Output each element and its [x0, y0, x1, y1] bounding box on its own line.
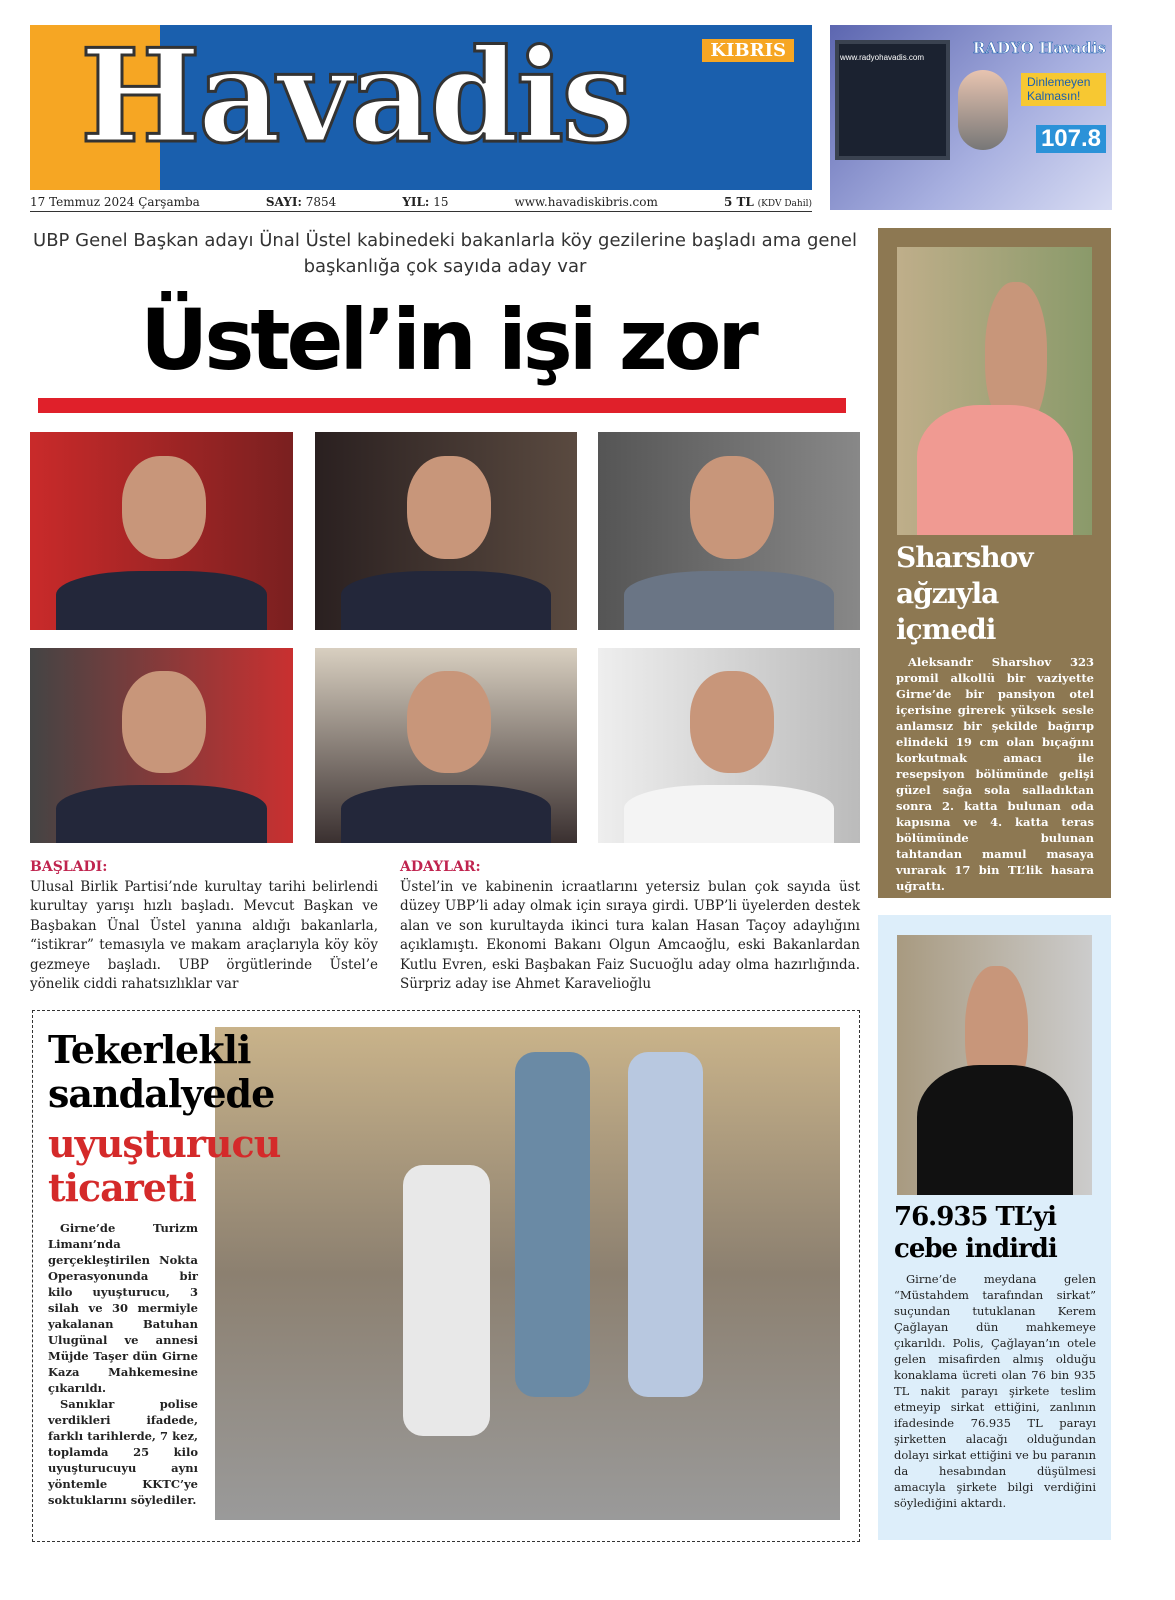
candidate-photo [598, 432, 860, 630]
radio-ad[interactable] [830, 25, 1112, 210]
ad-brand: RADYO Havadis [972, 39, 1106, 57]
caption-basladi [30, 858, 378, 995]
sidebar-headline: 76.935 TL’yi cebe indirdi [894, 1202, 1057, 1264]
story2-headline-red: uyuşturucu ticareti [48, 1121, 281, 1210]
sidebar-story-caglayan [878, 915, 1111, 1540]
caption-text: Üstel’in ve kabinenin icraatlarını yetersiz bulan çok sayıda üst düzey UBP’li aday olmak için sıraya girdi. UBP’li üyelerden destek alan ve son kurultayda ikinci tura kalan Hasan Taçoy adaylığını açıklamıştı. Ekonomi Bakanı Olgun Amcaoğlu, eski Bakanlardan Kutlu Evren, eski Başbakan Faiz Sucuoğlu aday olma hazırlığında. Sürpriz aday ise Ahmet Karavelioğlu [400, 878, 860, 992]
year-value: 15 [433, 194, 449, 209]
paragraph: Sanıklar polise verdikleri ifadede, farklı tarihlerde, 7 kez, toplamda 25 kilo uyuşturucuyu aynı yöntemle KKTC’ye soktuklarını söylediler. [48, 1397, 198, 1507]
headline-underline [38, 398, 846, 413]
sidebar-headline: Sharshov ağzıyla içmedi [896, 541, 1033, 646]
sidebar-text: Girne’de meydana gelen “Müstahdem tarafından sirkat” suçundan tutuklanan Kerem Çağlayan dün mahkemeye çıkarıldı. Polis, Çağlayan’ın otele gelen misafirden almış olduğu konaklama ücreti olan 76 bin 935 TL nakit parayı şirkete teslim etmeyip sirkat ettiğini, zanlının ifadesinde 76.935 TL parayı şirketten alacağı olduğundan dolayı sirkat ettiğini ve bu paranın da hesabından düşülmesi amacıyla şirkete bilgi verdiğini söylediğini aktardı. [894, 1272, 1096, 1510]
candidate-photo [315, 648, 577, 843]
issue-number [266, 195, 336, 209]
candidate-photo [30, 648, 293, 843]
subheadline: UBP Genel Başkan adayı Ünal Üstel kabinedeki bakanlarla köy gezilerine başladı ama genel başkanlığa çok sayıda aday var [33, 230, 857, 277]
story2-body [48, 1220, 198, 1508]
ad-frequency: 107.8 [1036, 125, 1106, 153]
ad-url: www.radyohavadis.com [840, 53, 925, 62]
microphone-icon [958, 70, 1008, 150]
issue-date: 17 Temmuz 2024 Çarşamba [30, 194, 200, 209]
issue-value: 7854 [305, 194, 337, 209]
caption-label: ADAYLAR: [400, 859, 481, 875]
caption-adaylar [400, 858, 860, 995]
caglayan-photo [897, 935, 1092, 1195]
candidate-photo [598, 648, 860, 843]
issue-year [402, 195, 448, 209]
sidebar-story-sharshov [878, 228, 1111, 898]
masthead [30, 25, 812, 190]
story2-headline: Tekerlekli sandalyede [48, 1027, 275, 1116]
price [724, 195, 812, 209]
story2-text-column [48, 1027, 281, 1508]
price-value: 5 TL [723, 194, 754, 209]
paragraph: Girne’de Turizm Limanı’nda gerçekleştirilen Nokta Operasyonunda bir kilo uyuşturucu, 3 silah ve 30 mermiyle yakalanan Batuhan Ulugünal ve annesi Müjde Taşer dün Girne Kaza Mahkemesine çıkarıldı. [48, 1221, 198, 1395]
caption-label: BAŞLADI: [30, 859, 108, 875]
headline: Üstel’in işi zor [140, 291, 755, 389]
price-note: (KDV Dahil) [757, 198, 812, 209]
issue-label: SAYI: [265, 194, 302, 209]
ad-slogan: Dinlemeyen Kalmasın! [1021, 73, 1106, 106]
masthead-logo: Havadis [80, 25, 631, 172]
masthead-region: KIBRIS [702, 39, 794, 62]
sidebar-text-column [894, 1201, 1096, 1511]
sharshov-photo [897, 247, 1092, 535]
sidebar-text-column [896, 540, 1094, 894]
website-link[interactable]: www.havadiskibris.com [514, 194, 658, 209]
caption-text: Ulusal Birlik Partisi’nde kurultay tarihi belirlendi kurultay yarışı hızlı başladı. Mevcut Başkan ve Başbakan Ünal Üstel yanına aldığı bakanlarla, “istikrar” temasıyla ve makam araçlarıyla köy köy gezmeye başladı. UBP örgütlerinde Üstel’e yönelik ciddi rahatsızlıklar var [30, 878, 378, 992]
candidate-photo [315, 432, 577, 630]
sidebar-text: Aleksandr Sharshov 323 promil alkollü bir vaziyette Girne’de bir pansiyon otel içerisine girerek yüksek sesle anlamsız bir şekilde bağırıp elindeki 19 cm olan bıçağını korkutmak amacı ile resepsiyon bölümünde gelişi güzel sağa sola salladıktan sonra 2. katta bulunan oda kapısına ve 4. katta teras bölümünde bulunan tahtandan mamul masaya vurarak 17 bin TL’lik hasara uğrattı. [896, 655, 1094, 893]
masthead-info-line [30, 192, 812, 212]
year-label: YIL: [402, 194, 430, 209]
candidate-photo [30, 432, 293, 630]
